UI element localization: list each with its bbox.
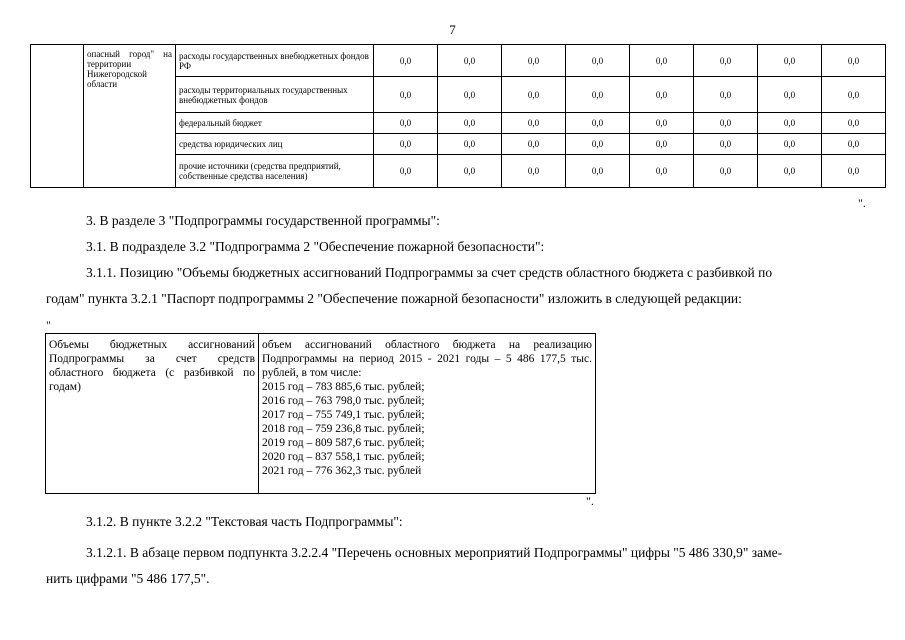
opening-quote: ": [46, 318, 51, 332]
passport-year-line: 2018 год – 759 236,8 тыс. рублей;: [262, 423, 425, 435]
program-name-cell: опасный город" на территории Нижегородской области: [84, 45, 176, 188]
value-cell: 0,0: [694, 77, 758, 113]
value-cell: 0,0: [822, 113, 886, 134]
paragraph-3-1-2-1-line-1: 3.1.2.1. В абзаце первом подпункта 3.2.2.4 "Перечень основных мероприятий Подпрограммы" цифры "5 486 330,9" заме-: [86, 545, 783, 560]
page-number: 7: [449, 22, 456, 37]
funding-source-cell: расходы государственных внебюджетных фондов РФ: [176, 45, 374, 77]
value-cell: 0,0: [566, 113, 630, 134]
funding-source-cell: прочие источники (средства предприятий, собственные средства населения): [176, 155, 374, 188]
value-cell: 0,0: [758, 77, 822, 113]
funding-sources-table: [30, 44, 886, 188]
value-cell: 0,0: [630, 77, 694, 113]
value-cell: 0,0: [630, 113, 694, 134]
passport-year-line: 2021 год – 776 362,3 тыс. рублей: [262, 465, 422, 477]
paragraph-3-1-2: 3.1.2. В пункте 3.2.2 "Текстовая часть Подпрограммы":: [86, 514, 403, 529]
value-cell: 0,0: [822, 155, 886, 188]
value-cell: 0,0: [630, 155, 694, 188]
passport-year-line: 2017 год – 755 749,1 тыс. рублей;: [262, 409, 425, 421]
value-cell: 0,0: [694, 45, 758, 77]
passport-intro: объем ассигнований областного бюджета на реализацию Подпрограммы на период 2015 - 2021 годы – 5 486 177,5 тыс. рублей, в том числе:: [262, 339, 592, 379]
value-cell: 0,0: [566, 45, 630, 77]
value-cell: 0,0: [438, 155, 502, 188]
value-cell: 0,0: [694, 113, 758, 134]
value-cell: 0,0: [758, 113, 822, 134]
value-cell: 0,0: [438, 134, 502, 155]
value-cell: 0,0: [374, 77, 438, 113]
value-cell: 0,0: [566, 134, 630, 155]
paragraph-3-1-2-1-line-2: нить цифрами "5 486 177,5".: [46, 571, 210, 586]
passport-year-line: 2019 год – 809 587,6 тыс. рублей;: [262, 437, 425, 449]
passport-year-line: 2016 год – 763 798,0 тыс. рублей;: [262, 395, 425, 407]
paragraph-3-1-1-line-2: годам" пункта 3.2.1 "Паспорт подпрограммы 2 "Обеспечение пожарной безопасности" изложить в следующей редакции:: [46, 291, 742, 306]
value-cell: 0,0: [758, 45, 822, 77]
value-cell: 0,0: [374, 45, 438, 77]
value-cell: 0,0: [822, 45, 886, 77]
value-cell: 0,0: [502, 155, 566, 188]
value-cell: 0,0: [694, 155, 758, 188]
funding-source-cell: расходы территориальных государственных внебюджетных фондов: [176, 77, 374, 113]
funding-source-cell: федеральный бюджет: [176, 113, 374, 134]
closing-quote: ".: [586, 494, 594, 508]
passport-year-line: 2015 год – 783 885,6 тыс. рублей;: [262, 381, 425, 393]
passport-year-line: 2020 год – 837 558,1 тыс. рублей;: [262, 451, 425, 463]
value-cell: 0,0: [566, 155, 630, 188]
passport-left-cell: [46, 334, 259, 494]
value-cell: 0,0: [630, 134, 694, 155]
passport-position-label: Объемы бюджетных ассигнований Подпрограммы за счет средств областного бюджета (с разбивкой по годам): [49, 339, 255, 393]
passport-table: [45, 333, 596, 494]
table-row: [31, 45, 886, 77]
value-cell: 0,0: [374, 155, 438, 188]
row-number-cell: [31, 45, 84, 188]
closing-quote: ".: [858, 196, 866, 210]
passport-right-cell: [259, 334, 596, 494]
value-cell: 0,0: [566, 77, 630, 113]
value-cell: 0,0: [438, 45, 502, 77]
value-cell: 0,0: [630, 45, 694, 77]
value-cell: 0,0: [822, 77, 886, 113]
value-cell: 0,0: [502, 134, 566, 155]
paragraph-3-1-1-line-1: 3.1.1. Позицию "Объемы бюджетных ассигнований Подпрограммы за счет средств областного бюджета с разбивкой по: [86, 265, 773, 280]
value-cell: 0,0: [374, 134, 438, 155]
paragraph-section-3: 3. В разделе 3 "Подпрограммы государственной программы":: [86, 213, 440, 228]
value-cell: 0,0: [758, 134, 822, 155]
value-cell: 0,0: [438, 77, 502, 113]
value-cell: 0,0: [502, 113, 566, 134]
value-cell: 0,0: [758, 155, 822, 188]
value-cell: 0,0: [502, 45, 566, 77]
value-cell: 0,0: [822, 134, 886, 155]
value-cell: 0,0: [374, 113, 438, 134]
value-cell: 0,0: [694, 134, 758, 155]
value-cell: 0,0: [502, 77, 566, 113]
paragraph-subsection-3-1: 3.1. В подразделе 3.2 "Подпрограмма 2 "Обеспечение пожарной безопасности":: [86, 239, 545, 254]
funding-source-cell: средства юридических лиц: [176, 134, 374, 155]
value-cell: 0,0: [438, 113, 502, 134]
